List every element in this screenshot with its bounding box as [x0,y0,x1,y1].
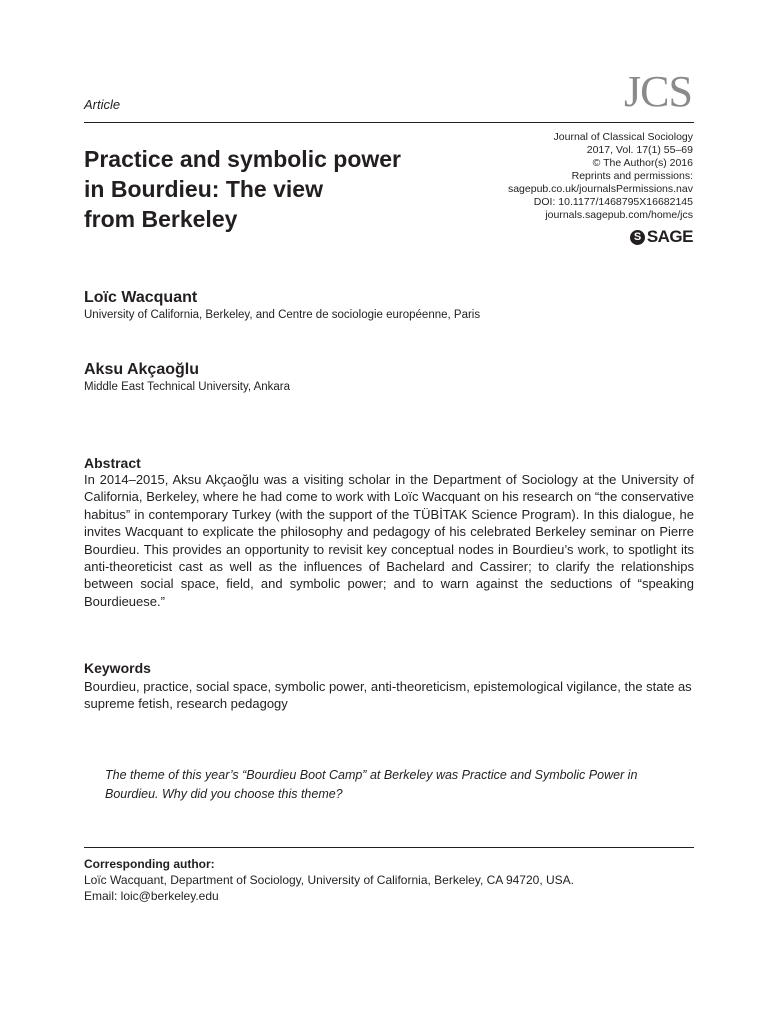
corresponding-author-email[interactable]: Email: loic@berkeley.edu [84,889,219,903]
copyright-line: © The Author(s) 2016 [592,157,693,169]
abstract-heading: Abstract [84,455,141,471]
journal-volume: 2017, Vol. 17(1) 55–69 [586,144,693,156]
keywords-text: Bourdieu, practice, social space, symbolic power, anti-theoreticism, epistemological vigilance, the state as supreme fetish, research pedagogy [84,679,692,712]
author-affiliation: University of California, Berkeley, and Centre de sociologie européenne, Paris [84,309,481,321]
permissions-label: Reprints and permissions: [571,170,693,182]
corresponding-author-address: Loïc Wacquant, Department of Sociology, University of California, Berkeley, CA 94720, USA. [84,873,575,887]
footnote-divider [84,847,694,848]
publisher-name: SAGE [646,227,693,246]
journal-name: Journal of Classical Sociology [553,131,693,143]
journal-homepage-link[interactable]: journals.sagepub.com/home/jcs [545,209,693,221]
author-affiliation: Middle East Technical University, Ankara [84,381,291,393]
journal-info [393,131,693,222]
keywords-heading: Keywords [84,660,151,676]
article-type-label: Article [84,97,121,112]
publisher-logo [630,227,693,247]
title-line: Practice and symbolic power [84,146,402,172]
author-name: Aksu Akçaoğlu [84,361,199,378]
author-name: Loïc Wacquant [84,289,198,306]
journal-logo: JCS [624,67,692,116]
sage-mark-icon: S [630,230,645,245]
title-line: in Bourdieu: The view [84,176,323,202]
interview-question: The theme of this year’s “Bourdieu Boot Camp” at Berkeley was Practice and Symbolic Power in Bourdieu. Why did you choose this theme? [105,768,638,801]
header-divider [84,122,694,123]
permissions-link[interactable]: sagepub.co.uk/journalsPermissions.nav [507,183,693,195]
corresponding-author-heading: Corresponding author: [84,857,215,871]
title-line: from Berkeley [84,206,238,232]
abstract-text: In 2014–2015, Aksu Akçaoğlu was a visiting scholar in the Department of Sociology at the University of California, Berkeley, where he had come to work with Loïc Wacquant on his research on “the conservative habitus” in contemporary Turkey (with the support of the TÜBİTAK Science Program). In this dialogue, he invites Wacquant to explicate the philosophy and pedagogy of his celebrated Berkeley seminar on Pierre Bourdieu. This provides an opportunity to revisit key conceptual nodes in Bourdieu’s work, to spotlight its anti-theoreticist cast as well as the influences of Bachelard and Cassirer; to clarify the relationships between social space, field, and symbolic power; and to warn against the seductions of “speaking Bourdieuese.” [84,472,694,609]
doi-line[interactable]: DOI: 10.1177/1468795X16682145 [533,196,693,208]
